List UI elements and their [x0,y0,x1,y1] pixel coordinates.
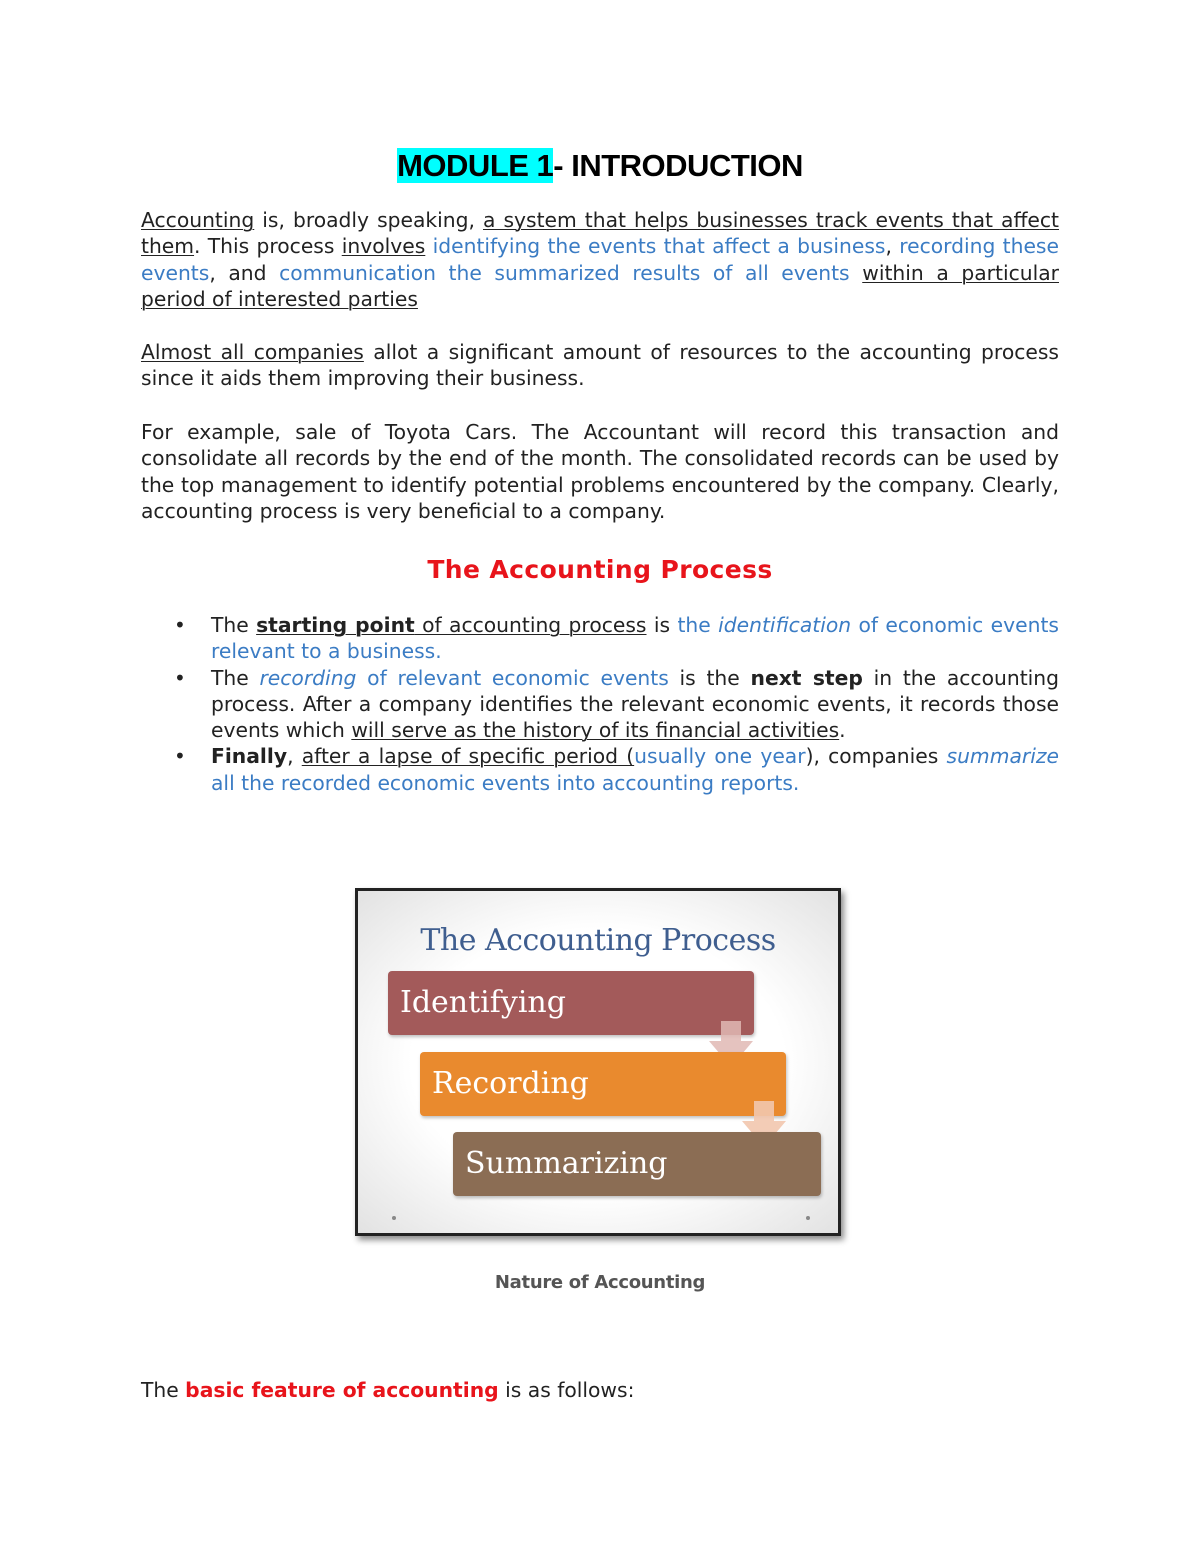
intro-paragraph [141,207,1059,312]
usually-one-year: usually one year [634,744,806,769]
text-span: is the [668,665,751,690]
bullet-icon: • [174,744,186,769]
term-almost-all-companies: Almost all companies [141,340,364,364]
term-finally: Finally [211,744,288,769]
text-span: , [885,234,900,259]
lapse-phrase: after a lapse of specific period ( [301,744,635,769]
step-identifying: Identifying [388,971,754,1035]
figure-caption: Nature of Accounting [494,1272,706,1293]
text-span: . [435,639,442,664]
text-span: is as follows: [498,1378,635,1402]
title-highlight: MODULE 1 [397,148,554,183]
list-item [141,665,1059,744]
term-starting-point: starting point [256,613,415,637]
step-recording-text: recording these events [141,234,1059,285]
text-span: , and [209,260,280,285]
text-span: The [211,613,257,637]
term-accounting: Accounting [141,208,255,232]
period-phrase: within a particular period of interested parties [141,260,1059,311]
bullet-icon: • [174,665,186,690]
history-phrase: will serve as the history of its financial activities [351,718,840,743]
text-span: the [677,613,719,637]
step-recording: Recording [420,1052,786,1116]
step-summarizing: Summarizing [453,1132,821,1196]
text-span: is, broadly speaking, [254,208,483,232]
page-title [141,144,1059,188]
bullet-icon: • [174,613,186,637]
step-identifying-text: identifying the events that affect a business [432,234,886,259]
text-span [425,234,432,258]
text-span: allot a significant amount of resources to the accounting process since it aids them improving their business. [141,340,1059,391]
text-span: in the accounting process. After a company identifies the relevant economic events, it records those events which [211,665,1060,743]
text-span: is [646,613,678,637]
term-next-step: next step [750,665,863,690]
term-recording: recording [259,665,357,690]
text-span: of accounting process [414,613,647,637]
text-span: , [287,744,302,769]
text-span: of economic events relevant to a business [211,613,1059,664]
text-span [850,261,863,285]
process-list [141,612,1059,796]
term-basic-feature: basic feature of accounting [185,1378,499,1402]
text-span: The [141,1378,186,1402]
example-paragraph: For example, sale of Toyota Cars. The Accountant will record this transaction and consolidate all records by the end of the month. The consolidated records can be used by the top management to identify potential problems encountered by the company. Clearly, accounting process is very beneficial to a company. [141,420,1059,523]
term-summarize: summarize [946,744,1059,769]
text-span: The [211,665,260,690]
slide-dot [806,1216,810,1220]
term-involves: involves [341,234,426,259]
figure-title: The Accounting Process [420,923,776,958]
closing-line [141,1377,634,1403]
text-span: . [839,718,846,743]
companies-paragraph [141,339,1059,392]
definition-phrase: a system that helps businesses track events that affect them [141,208,1060,259]
list-item [141,743,1059,796]
text-span: . This process [194,234,342,259]
text-span: ), companies [805,744,947,769]
section-heading: The Accounting Process [427,555,773,584]
slide-dot [392,1216,396,1220]
accounting-process-figure [355,888,841,1236]
step-communication-text: communication the summarized results of all events [279,260,850,285]
text-span: of relevant economic events [356,665,669,690]
list-item [141,612,1059,665]
term-identification: identification [718,613,852,637]
title-rest: - INTRODUCTION [553,148,803,183]
text-span: all the recorded economic events into accounting reports. [211,770,800,795]
